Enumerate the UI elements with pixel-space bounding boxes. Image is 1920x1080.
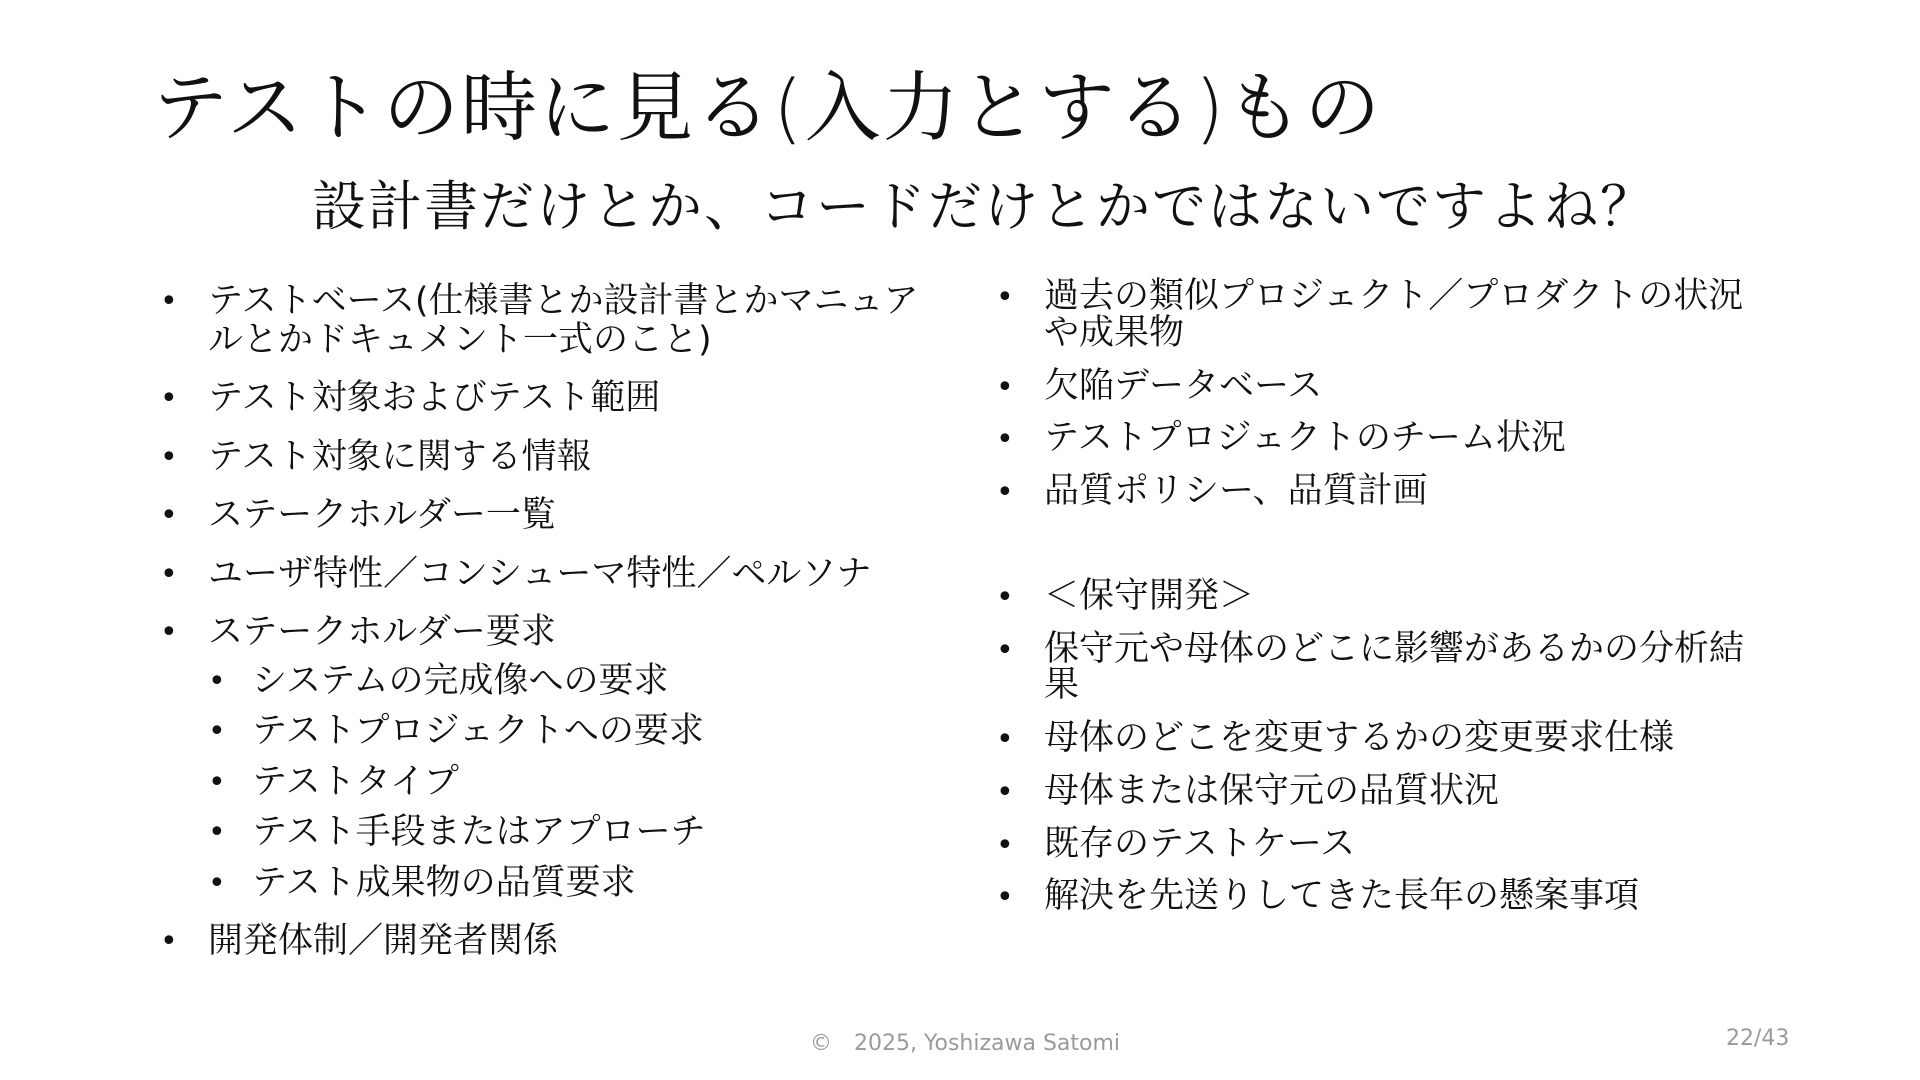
list-item: [996, 770, 1776, 811]
left-bullet-list: [160, 282, 920, 981]
list-item: [996, 575, 1776, 616]
bullet-icon: •: [996, 880, 1014, 916]
list-item-text: 過去の類似プロジェクト／プロダクトの状況や成果物: [1044, 276, 1744, 353]
list-item: [160, 555, 920, 594]
sub-list-item: [160, 712, 920, 751]
bullet-icon: •: [996, 280, 1014, 315]
bullet-icon: •: [996, 579, 1014, 615]
list-item: [996, 365, 1776, 406]
list-item: [996, 628, 1776, 706]
sub-list-item: [160, 763, 920, 802]
list-item-text: 開発体制／開発者関係: [208, 921, 559, 961]
bullet-icon: •: [996, 422, 1014, 458]
sub-list-item-text: テスト手段またはアプローチ: [252, 812, 706, 852]
list-item: [996, 878, 1776, 915]
bullet-icon: •: [996, 369, 1014, 405]
section-heading: ＜保守開発＞: [1044, 575, 1255, 616]
bullet-icon: •: [208, 815, 226, 850]
list-item: [996, 420, 1776, 457]
list-item-text: ユーザ特性／コンシューマ特性／ペルソナ: [208, 553, 872, 594]
sub-list-item-text: テストタイプ: [252, 761, 459, 802]
list-spacer: [996, 526, 1776, 578]
list-item-text: ステークホルダー要求: [208, 612, 556, 652]
bullet-icon: •: [996, 827, 1014, 863]
slide-title: テストの時に見る(入力とする)もの: [152, 63, 1383, 152]
list-item-text: 欠陥データベース: [1044, 365, 1323, 406]
list-item: [996, 473, 1776, 510]
list-item-text: テスト対象およびテスト範囲: [208, 378, 661, 418]
list-item: [160, 282, 920, 359]
list-item: [996, 823, 1776, 864]
page-number: 22/43: [1726, 1026, 1790, 1051]
sub-list-item: [160, 813, 920, 852]
bullet-icon: •: [996, 632, 1014, 668]
list-item-text: ステークホルダー一覧: [208, 495, 556, 535]
right-bullet-list: [996, 278, 1776, 931]
sub-list-item-text: システムの完成像への要求: [252, 660, 669, 701]
bullet-icon: •: [208, 764, 226, 800]
bullet-icon: •: [208, 663, 226, 699]
list-item: [160, 613, 920, 652]
bullet-icon: •: [160, 498, 178, 533]
bullet-icon: •: [996, 722, 1014, 757]
list-item-text: 保守元や母体のどこに影響があるかの分析結果: [1044, 628, 1745, 706]
list-item: [160, 379, 920, 418]
sub-list-item-text: テストプロジェクトへの要求: [252, 711, 704, 751]
bullet-icon: •: [160, 439, 178, 475]
bullet-icon: •: [160, 615, 178, 650]
list-item: [996, 720, 1776, 757]
list-item-text: 解決を先送りしてきた長年の懸案事項: [1044, 876, 1640, 917]
sub-list-item-text: テスト成果物の品質要求: [252, 862, 636, 903]
list-item-text: テストプロジェクトのチーム状況: [1044, 418, 1566, 459]
list-item: [160, 922, 920, 961]
bullet-icon: •: [160, 381, 178, 416]
sub-list-item: [160, 864, 920, 903]
list-item-text: 母体または保守元の品質状況: [1044, 770, 1500, 811]
bullet-icon: •: [160, 556, 178, 592]
bullet-icon: •: [208, 714, 226, 749]
list-item: [160, 438, 920, 477]
list-item-text: テストベース(仕様書とか設計書とかマニュアルとかドキュメント一式のこと): [208, 281, 919, 360]
list-item-text: テスト対象に関する情報: [208, 436, 592, 477]
list-item-text: 既存のテストケース: [1044, 823, 1356, 864]
bullet-icon: •: [160, 924, 178, 959]
bullet-icon: •: [208, 865, 226, 901]
list-item: [160, 496, 920, 535]
footer-copyright: © 2025, Yoshizawa Satomi: [810, 1031, 1121, 1056]
slide-subtitle: 設計書だけとか、コードだけとかではないですよね？: [312, 175, 1656, 238]
bullet-icon: •: [996, 774, 1014, 810]
list-item-text: 母体のどこを変更するかの変更要求仕様: [1044, 718, 1675, 758]
list-item: [996, 278, 1776, 352]
sub-list-item: [160, 662, 920, 701]
list-item-text: 品質ポリシー、品質計画: [1044, 471, 1428, 511]
bullet-icon: •: [996, 475, 1014, 510]
bullet-icon: •: [160, 284, 178, 319]
